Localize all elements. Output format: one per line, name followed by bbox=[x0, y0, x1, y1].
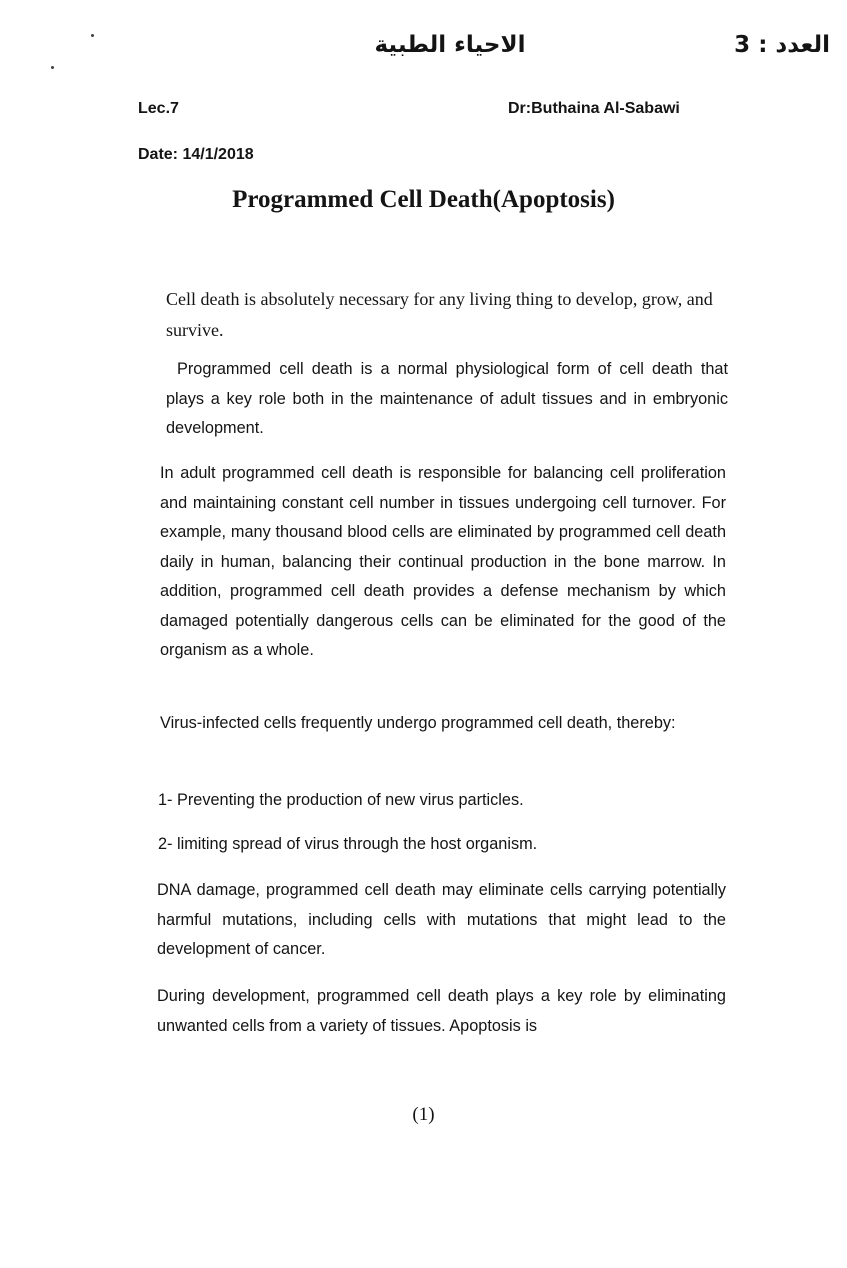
paragraph-dna-damage: DNA damage, programmed cell death may eliminate cells carrying potentially harmful mutations, including cells with mutations that might lead to the development of cancer. bbox=[157, 881, 726, 958]
lecture-date: Date: 14/1/2018 bbox=[138, 146, 254, 163]
journal-name: الاحياء الطبية bbox=[374, 32, 526, 58]
page-number: (1) bbox=[412, 1104, 435, 1125]
list-item: 2- limiting spread of virus through the host organism. bbox=[158, 835, 538, 853]
page-title: Programmed Cell Death(Apoptosis) bbox=[232, 186, 615, 213]
paragraph-intro: Cell death is absolutely necessary for any living thing to develop, grow, and survive. bbox=[166, 289, 713, 340]
paragraph-virus: Virus-infected cells frequently undergo programmed cell death, thereby: bbox=[160, 714, 676, 732]
paragraph-adult: In adult programmed cell death is responsible for balancing cell proliferation and maintaining constant cell number in tissues undergoing cell turnover. For example, many thousand blood cells are eliminated by programmed cell death daily in human, balancing their continual production in the bone marrow. In addition, programmed cell death provides a defense mechanism by which damaged potentially dangerous cells can be eliminated for the good of the organism as a whole. bbox=[160, 464, 726, 659]
scan-speck bbox=[91, 34, 94, 37]
list-item: 1- Preventing the production of new virus particles. bbox=[158, 791, 524, 809]
author-name: Dr:Buthaina Al-Sabawi bbox=[508, 100, 680, 117]
paragraph-programmed-cell-death: Programmed cell death is a normal physiological form of cell death that plays a key role both in the maintenance of adult tissues and in embryonic development. bbox=[166, 360, 728, 437]
scan-speck bbox=[51, 66, 54, 69]
paragraph-development: During development, programmed cell death plays a key role by eliminating unwanted cells from a variety of tissues. Apoptosis is bbox=[157, 987, 726, 1035]
issue-number: العدد : 3 bbox=[734, 32, 830, 58]
lecture-number: Lec.7 bbox=[138, 100, 179, 117]
